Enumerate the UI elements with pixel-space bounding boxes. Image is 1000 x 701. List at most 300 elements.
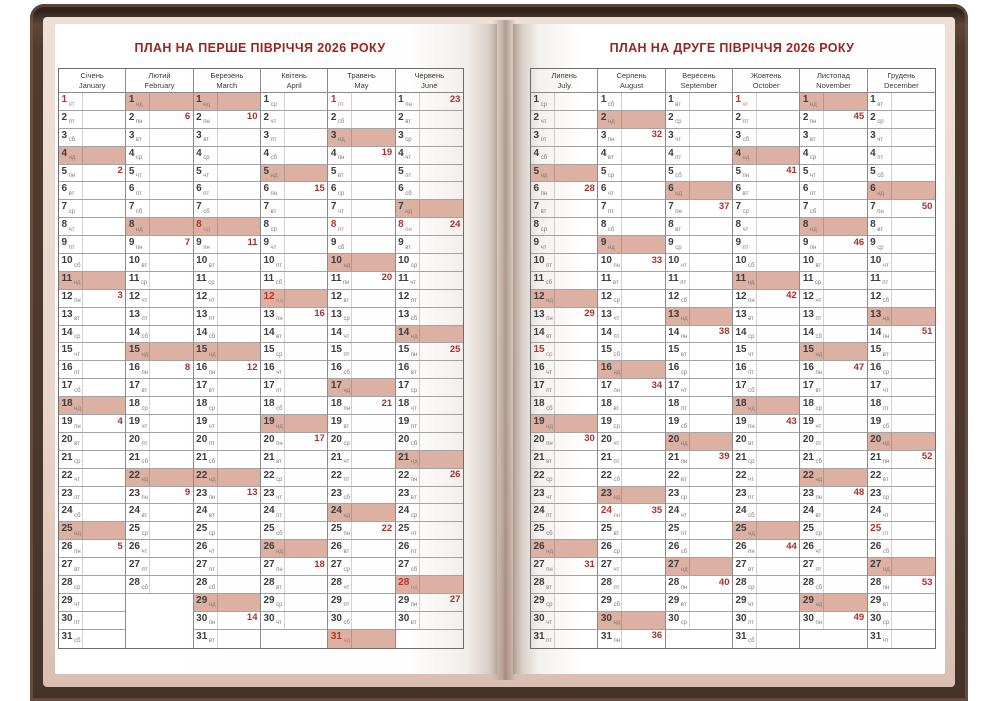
day-row bbox=[531, 308, 597, 326]
weekday-abbr: ср bbox=[74, 459, 81, 466]
weekday-abbr: пн bbox=[815, 620, 822, 627]
day-row bbox=[59, 290, 125, 308]
day-row bbox=[396, 487, 463, 505]
day-row bbox=[868, 397, 935, 415]
day-number-strip bbox=[598, 308, 622, 325]
day-number: 17 bbox=[668, 380, 680, 392]
day-number: 20 bbox=[533, 433, 545, 445]
day-row bbox=[194, 433, 260, 451]
day-number-strip bbox=[328, 93, 352, 110]
weekday-abbr: нд bbox=[809, 226, 817, 233]
weekday-abbr: пн bbox=[546, 441, 553, 448]
weekday-abbr: ср bbox=[675, 119, 682, 126]
day-row bbox=[396, 308, 463, 326]
weekday-abbr: пт bbox=[208, 441, 215, 448]
weekday-abbr: ср bbox=[877, 119, 884, 126]
day-row bbox=[800, 290, 866, 308]
week-number: 50 bbox=[921, 200, 933, 212]
day-number: 4 bbox=[533, 147, 540, 159]
day-number: 3 bbox=[668, 129, 674, 141]
day-number: 5 bbox=[263, 165, 270, 177]
day-number-strip bbox=[868, 343, 892, 360]
weekday-abbr: чт bbox=[410, 280, 417, 287]
day-number-strip bbox=[800, 236, 824, 253]
weekday-abbr: пт bbox=[882, 405, 889, 412]
day-row bbox=[598, 451, 664, 469]
month-column-may bbox=[328, 69, 395, 648]
day-number: 19 bbox=[668, 416, 680, 428]
day-row bbox=[868, 612, 935, 630]
day-number-strip bbox=[396, 290, 420, 307]
day-number: 3 bbox=[263, 129, 270, 141]
day-number-strip bbox=[59, 129, 83, 146]
weekday-abbr: нд bbox=[405, 208, 413, 215]
day-row bbox=[868, 129, 935, 147]
day-row bbox=[59, 397, 125, 415]
day-number: 26 bbox=[61, 541, 73, 553]
day-number-strip bbox=[666, 254, 690, 271]
day-number: 29 bbox=[533, 594, 545, 606]
day-row bbox=[261, 343, 327, 361]
day-number: 26 bbox=[196, 541, 208, 553]
day-row bbox=[328, 218, 394, 236]
day-row bbox=[59, 93, 125, 111]
day-row bbox=[666, 272, 732, 290]
day-number-strip bbox=[396, 540, 420, 557]
weekday-abbr: пн bbox=[815, 369, 822, 376]
weekday-abbr: чт bbox=[141, 298, 148, 305]
day-number-strip bbox=[194, 93, 218, 110]
day-row bbox=[800, 236, 866, 254]
day-row bbox=[666, 147, 732, 165]
day-number: 27 bbox=[600, 559, 612, 571]
day-row bbox=[59, 254, 125, 272]
day-number: 11 bbox=[533, 272, 545, 284]
weekday-abbr: чт bbox=[74, 351, 80, 358]
day-row bbox=[328, 272, 394, 290]
day-number: 10 bbox=[533, 255, 545, 267]
day-number-strip bbox=[868, 165, 892, 182]
day-number-strip bbox=[328, 236, 352, 253]
weekday-abbr: нд bbox=[410, 334, 418, 341]
day-number: 25 bbox=[61, 523, 73, 535]
weekday-abbr: пн bbox=[74, 423, 81, 430]
day-number-strip bbox=[531, 129, 555, 146]
day-row bbox=[396, 272, 463, 290]
day-number-strip bbox=[59, 415, 83, 432]
day-row bbox=[328, 487, 394, 505]
weekday-abbr: ср bbox=[546, 602, 553, 609]
day-number: 12 bbox=[870, 290, 882, 302]
day-number-strip bbox=[396, 504, 420, 521]
weekday-abbr: ср bbox=[276, 602, 283, 609]
day-number: 20 bbox=[802, 433, 814, 445]
weekday-abbr: вт bbox=[276, 334, 282, 341]
weekday-abbr: нд bbox=[141, 477, 149, 484]
weekday-abbr: вт bbox=[410, 495, 417, 502]
day-number: 13 bbox=[263, 308, 275, 320]
day-row bbox=[328, 129, 394, 147]
day-row bbox=[396, 182, 463, 200]
week-number: 48 bbox=[853, 487, 865, 499]
weekday-abbr: пн bbox=[74, 298, 81, 305]
day-row bbox=[800, 504, 866, 522]
day-number: 15 bbox=[330, 344, 342, 356]
day-number-strip bbox=[666, 415, 690, 432]
day-row bbox=[261, 397, 327, 415]
day-number: 3 bbox=[196, 129, 202, 141]
day-number-strip bbox=[598, 236, 622, 253]
day-number: 4 bbox=[600, 147, 607, 159]
day-number-strip bbox=[59, 182, 83, 199]
day-number: 24 bbox=[330, 505, 342, 517]
day-number: 9 bbox=[870, 237, 876, 249]
day-number: 25 bbox=[533, 523, 545, 535]
day-row bbox=[328, 200, 394, 218]
day-number: 25 bbox=[196, 523, 208, 535]
day-number: 3 bbox=[61, 129, 68, 141]
day-row bbox=[531, 93, 597, 111]
weekday-abbr: ср bbox=[613, 298, 620, 305]
week-number: 24 bbox=[449, 218, 461, 230]
day-number: 8 bbox=[802, 219, 809, 231]
day-row bbox=[328, 379, 394, 397]
day-number: 12 bbox=[330, 290, 342, 302]
day-number: 19 bbox=[330, 416, 342, 428]
day-number: 8 bbox=[668, 219, 674, 231]
weekday-abbr: вт bbox=[882, 602, 889, 609]
weekday-abbr: чт bbox=[203, 173, 210, 180]
day-row bbox=[126, 415, 192, 433]
day-number-strip bbox=[531, 200, 555, 217]
day-number-strip bbox=[598, 433, 622, 450]
day-number-strip bbox=[328, 147, 352, 164]
weekday-abbr: пн bbox=[141, 495, 149, 502]
weekday-abbr: пн bbox=[613, 512, 621, 519]
day-number: 26 bbox=[533, 541, 545, 553]
day-number-strip bbox=[531, 451, 555, 468]
day-number: 5 bbox=[668, 165, 674, 177]
weekday-abbr: вт bbox=[815, 262, 822, 269]
day-number-strip bbox=[194, 415, 218, 432]
day-row bbox=[733, 272, 799, 290]
day-number-strip bbox=[328, 451, 352, 468]
day-row bbox=[261, 308, 327, 326]
day-number-strip bbox=[666, 594, 690, 611]
day-number: 6 bbox=[263, 183, 270, 195]
day-number: 17 bbox=[802, 380, 814, 392]
day-row bbox=[328, 361, 394, 379]
day-number: 7 bbox=[263, 201, 270, 213]
weekday-abbr: сб bbox=[815, 459, 822, 466]
weekday-abbr: нд bbox=[410, 459, 418, 466]
day-row bbox=[261, 469, 327, 487]
weekday-abbr: сб bbox=[882, 548, 890, 555]
weekday-abbr: нд bbox=[203, 101, 211, 108]
day-row bbox=[126, 469, 192, 487]
weekday-abbr: нд bbox=[203, 226, 211, 233]
day-row bbox=[598, 415, 664, 433]
day-number: 23 bbox=[668, 487, 680, 499]
day-row bbox=[868, 272, 935, 290]
day-number: 5 bbox=[398, 165, 404, 177]
day-number: 1 bbox=[533, 94, 540, 105]
calendar-table-second-half bbox=[530, 68, 936, 649]
day-number: 26 bbox=[802, 541, 814, 553]
month-header bbox=[194, 69, 260, 93]
day-number: 23 bbox=[398, 487, 410, 499]
weekday-abbr: сб bbox=[540, 155, 547, 162]
week-number: 28 bbox=[584, 182, 595, 194]
day-number: 18 bbox=[398, 398, 410, 410]
day-number: 28 bbox=[398, 577, 410, 589]
day-number: 17 bbox=[533, 380, 545, 392]
day-number-strip bbox=[733, 612, 757, 629]
month-name-en: March bbox=[216, 81, 238, 90]
day-number: 16 bbox=[870, 362, 882, 374]
weekday-abbr: сб bbox=[815, 334, 822, 341]
day-row bbox=[328, 111, 394, 129]
day-number-strip bbox=[531, 630, 555, 648]
day-number-strip bbox=[800, 451, 824, 468]
weekday-abbr: сб bbox=[135, 208, 143, 215]
weekday-abbr: сб bbox=[748, 262, 755, 269]
day-number-strip bbox=[396, 111, 420, 128]
day-number-strip bbox=[396, 487, 420, 504]
day-number-strip bbox=[194, 522, 218, 539]
weekday-abbr: чт bbox=[882, 262, 889, 269]
day-row bbox=[666, 612, 732, 630]
day-number: 12 bbox=[533, 290, 545, 302]
day-number: 25 bbox=[398, 523, 410, 535]
day-number: 25 bbox=[128, 523, 140, 535]
weekday-abbr: сб bbox=[275, 280, 282, 287]
day-number-strip bbox=[800, 558, 824, 575]
weekday-abbr: ср bbox=[270, 101, 277, 108]
weekday-abbr: пт bbox=[276, 262, 283, 269]
day-row bbox=[733, 308, 799, 326]
weekday-abbr: сб bbox=[742, 137, 749, 144]
weekday-abbr: ср bbox=[877, 244, 884, 251]
day-number-strip bbox=[396, 451, 420, 468]
day-number-strip bbox=[598, 576, 622, 593]
day-row bbox=[598, 182, 664, 200]
day-number-strip bbox=[598, 326, 622, 343]
day-number-strip bbox=[598, 558, 622, 575]
week-number: 7 bbox=[184, 236, 191, 248]
day-number-strip bbox=[59, 576, 83, 593]
weekday-abbr: вт bbox=[607, 155, 614, 162]
day-number: 13 bbox=[668, 308, 680, 320]
day-number-strip bbox=[800, 165, 824, 182]
day-number: 1 bbox=[196, 94, 202, 105]
weekday-abbr: ср bbox=[74, 334, 81, 341]
day-number-strip bbox=[800, 254, 824, 271]
weekday-abbr: чт bbox=[337, 208, 344, 215]
day-number-strip bbox=[126, 272, 150, 289]
day-number-strip bbox=[531, 236, 555, 253]
day-number-strip bbox=[126, 290, 150, 307]
day-row bbox=[328, 594, 394, 612]
weekday-abbr: чт bbox=[742, 226, 749, 233]
day-number: 23 bbox=[61, 487, 73, 499]
day-number: 26 bbox=[330, 541, 342, 553]
day-row bbox=[800, 451, 866, 469]
weekday-abbr: сб bbox=[74, 262, 81, 269]
day-row bbox=[598, 558, 664, 576]
day-number: 18 bbox=[533, 398, 545, 410]
weekday-abbr: нд bbox=[882, 441, 890, 448]
week-number: 13 bbox=[246, 487, 258, 499]
day-row bbox=[396, 111, 463, 129]
day-row bbox=[800, 361, 866, 379]
weekday-abbr: ср bbox=[135, 155, 143, 162]
weekday-abbr: пт bbox=[540, 137, 547, 144]
day-number: 18 bbox=[330, 398, 342, 410]
day-number: 2 bbox=[263, 111, 270, 123]
month-name-en: January bbox=[78, 81, 106, 90]
weekday-abbr: пт bbox=[748, 369, 755, 376]
day-number-strip bbox=[126, 326, 150, 343]
day-number: 11 bbox=[398, 272, 409, 284]
day-number-strip bbox=[194, 147, 218, 164]
day-row bbox=[733, 433, 799, 451]
day-row bbox=[59, 182, 125, 200]
month-name-en: December bbox=[884, 81, 919, 90]
day-number: 2 bbox=[398, 111, 404, 123]
weekday-abbr: ср bbox=[410, 387, 418, 394]
month-column-december bbox=[868, 69, 935, 648]
day-number-strip bbox=[868, 504, 892, 521]
weekday-abbr: пт bbox=[74, 369, 81, 376]
month-name-uk: Квітень bbox=[281, 71, 307, 80]
weekday-abbr: пт bbox=[68, 119, 75, 126]
day-number-strip bbox=[666, 218, 690, 235]
day-number-strip bbox=[328, 218, 352, 235]
day-number-strip bbox=[800, 111, 824, 128]
day-number: 30 bbox=[668, 612, 680, 624]
day-row bbox=[531, 343, 597, 361]
weekday-abbr: нд bbox=[343, 512, 351, 519]
weekday-abbr: ср bbox=[607, 173, 615, 180]
day-number-strip bbox=[396, 200, 420, 217]
day-row bbox=[800, 540, 866, 558]
day-number: 17 bbox=[600, 380, 612, 392]
day-row bbox=[261, 379, 327, 397]
day-number-strip bbox=[733, 504, 757, 521]
weekday-abbr: ср bbox=[68, 208, 75, 215]
day-number-strip bbox=[261, 308, 285, 325]
day-number: 9 bbox=[330, 237, 337, 249]
day-number: 18 bbox=[128, 398, 140, 410]
day-number-strip bbox=[126, 165, 150, 182]
weekday-abbr: чт bbox=[410, 530, 417, 537]
weekday-abbr: ср bbox=[882, 495, 890, 502]
day-number-strip bbox=[733, 594, 757, 611]
day-row bbox=[396, 236, 463, 254]
day-number: 1 bbox=[668, 94, 674, 105]
day-number-strip bbox=[531, 254, 555, 271]
day-number-strip bbox=[396, 326, 420, 343]
day-number: 17 bbox=[330, 380, 342, 392]
day-row bbox=[666, 254, 732, 272]
day-row bbox=[59, 129, 125, 147]
weekday-abbr: сб bbox=[815, 584, 822, 591]
day-row bbox=[328, 433, 394, 451]
week-number: 5 bbox=[117, 540, 123, 552]
day-number-strip bbox=[194, 308, 218, 325]
day-number: 13 bbox=[61, 308, 73, 320]
weekday-abbr: ср bbox=[814, 280, 822, 287]
weekday-abbr: пн bbox=[680, 334, 688, 341]
day-row bbox=[733, 165, 799, 183]
day-number-strip bbox=[396, 379, 420, 396]
day-row bbox=[261, 576, 327, 594]
day-number-strip bbox=[126, 200, 150, 217]
day-number-strip bbox=[328, 361, 352, 378]
weekday-abbr: сб bbox=[545, 280, 553, 287]
weekday-abbr: вт bbox=[203, 137, 210, 144]
day-number-strip bbox=[868, 558, 892, 575]
day-row bbox=[531, 218, 597, 236]
day-number-strip bbox=[59, 326, 83, 343]
day-number-strip bbox=[396, 308, 420, 325]
day-number-strip bbox=[59, 236, 83, 253]
day-number-strip bbox=[126, 182, 150, 199]
weekday-abbr: пн bbox=[337, 155, 345, 162]
day-row bbox=[868, 93, 935, 111]
weekday-abbr: сб bbox=[276, 530, 283, 537]
day-number: 10 bbox=[398, 255, 410, 267]
day-number: 17 bbox=[398, 380, 410, 392]
weekday-abbr: пн bbox=[276, 316, 283, 323]
weekday-abbr: пн bbox=[410, 351, 418, 358]
day-row bbox=[261, 129, 327, 147]
day-row bbox=[800, 379, 866, 397]
day-number-strip bbox=[733, 379, 757, 396]
day-number-strip bbox=[598, 343, 622, 360]
month-name-uk: Травень bbox=[347, 71, 376, 80]
weekday-abbr: вт bbox=[546, 584, 552, 591]
day-number: 30 bbox=[196, 612, 208, 624]
day-number: 10 bbox=[196, 255, 208, 267]
day-number-strip bbox=[126, 576, 150, 593]
day-number-strip bbox=[733, 93, 757, 110]
day-number-strip bbox=[328, 504, 352, 521]
day-number: 22 bbox=[128, 469, 140, 481]
day-number-strip bbox=[396, 397, 420, 414]
day-number-strip bbox=[194, 254, 218, 271]
weekday-abbr: сб bbox=[141, 334, 148, 341]
day-number: 5 bbox=[330, 165, 337, 177]
day-row bbox=[126, 111, 192, 129]
weekday-abbr: вт bbox=[680, 477, 687, 484]
weekday-abbr: пт bbox=[343, 602, 350, 609]
day-row bbox=[59, 236, 125, 254]
day-row bbox=[800, 93, 866, 111]
day-number-strip bbox=[868, 236, 892, 253]
day-row bbox=[194, 236, 260, 254]
day-row bbox=[598, 129, 664, 147]
day-number-strip bbox=[868, 218, 892, 235]
day-number-strip bbox=[666, 433, 690, 450]
day-number-strip bbox=[800, 415, 824, 432]
day-number: 11 bbox=[802, 272, 814, 284]
day-row bbox=[800, 522, 866, 540]
weekday-abbr: вт bbox=[141, 262, 148, 269]
weekday-abbr: вт bbox=[809, 137, 816, 144]
day-number: 19 bbox=[870, 416, 882, 428]
